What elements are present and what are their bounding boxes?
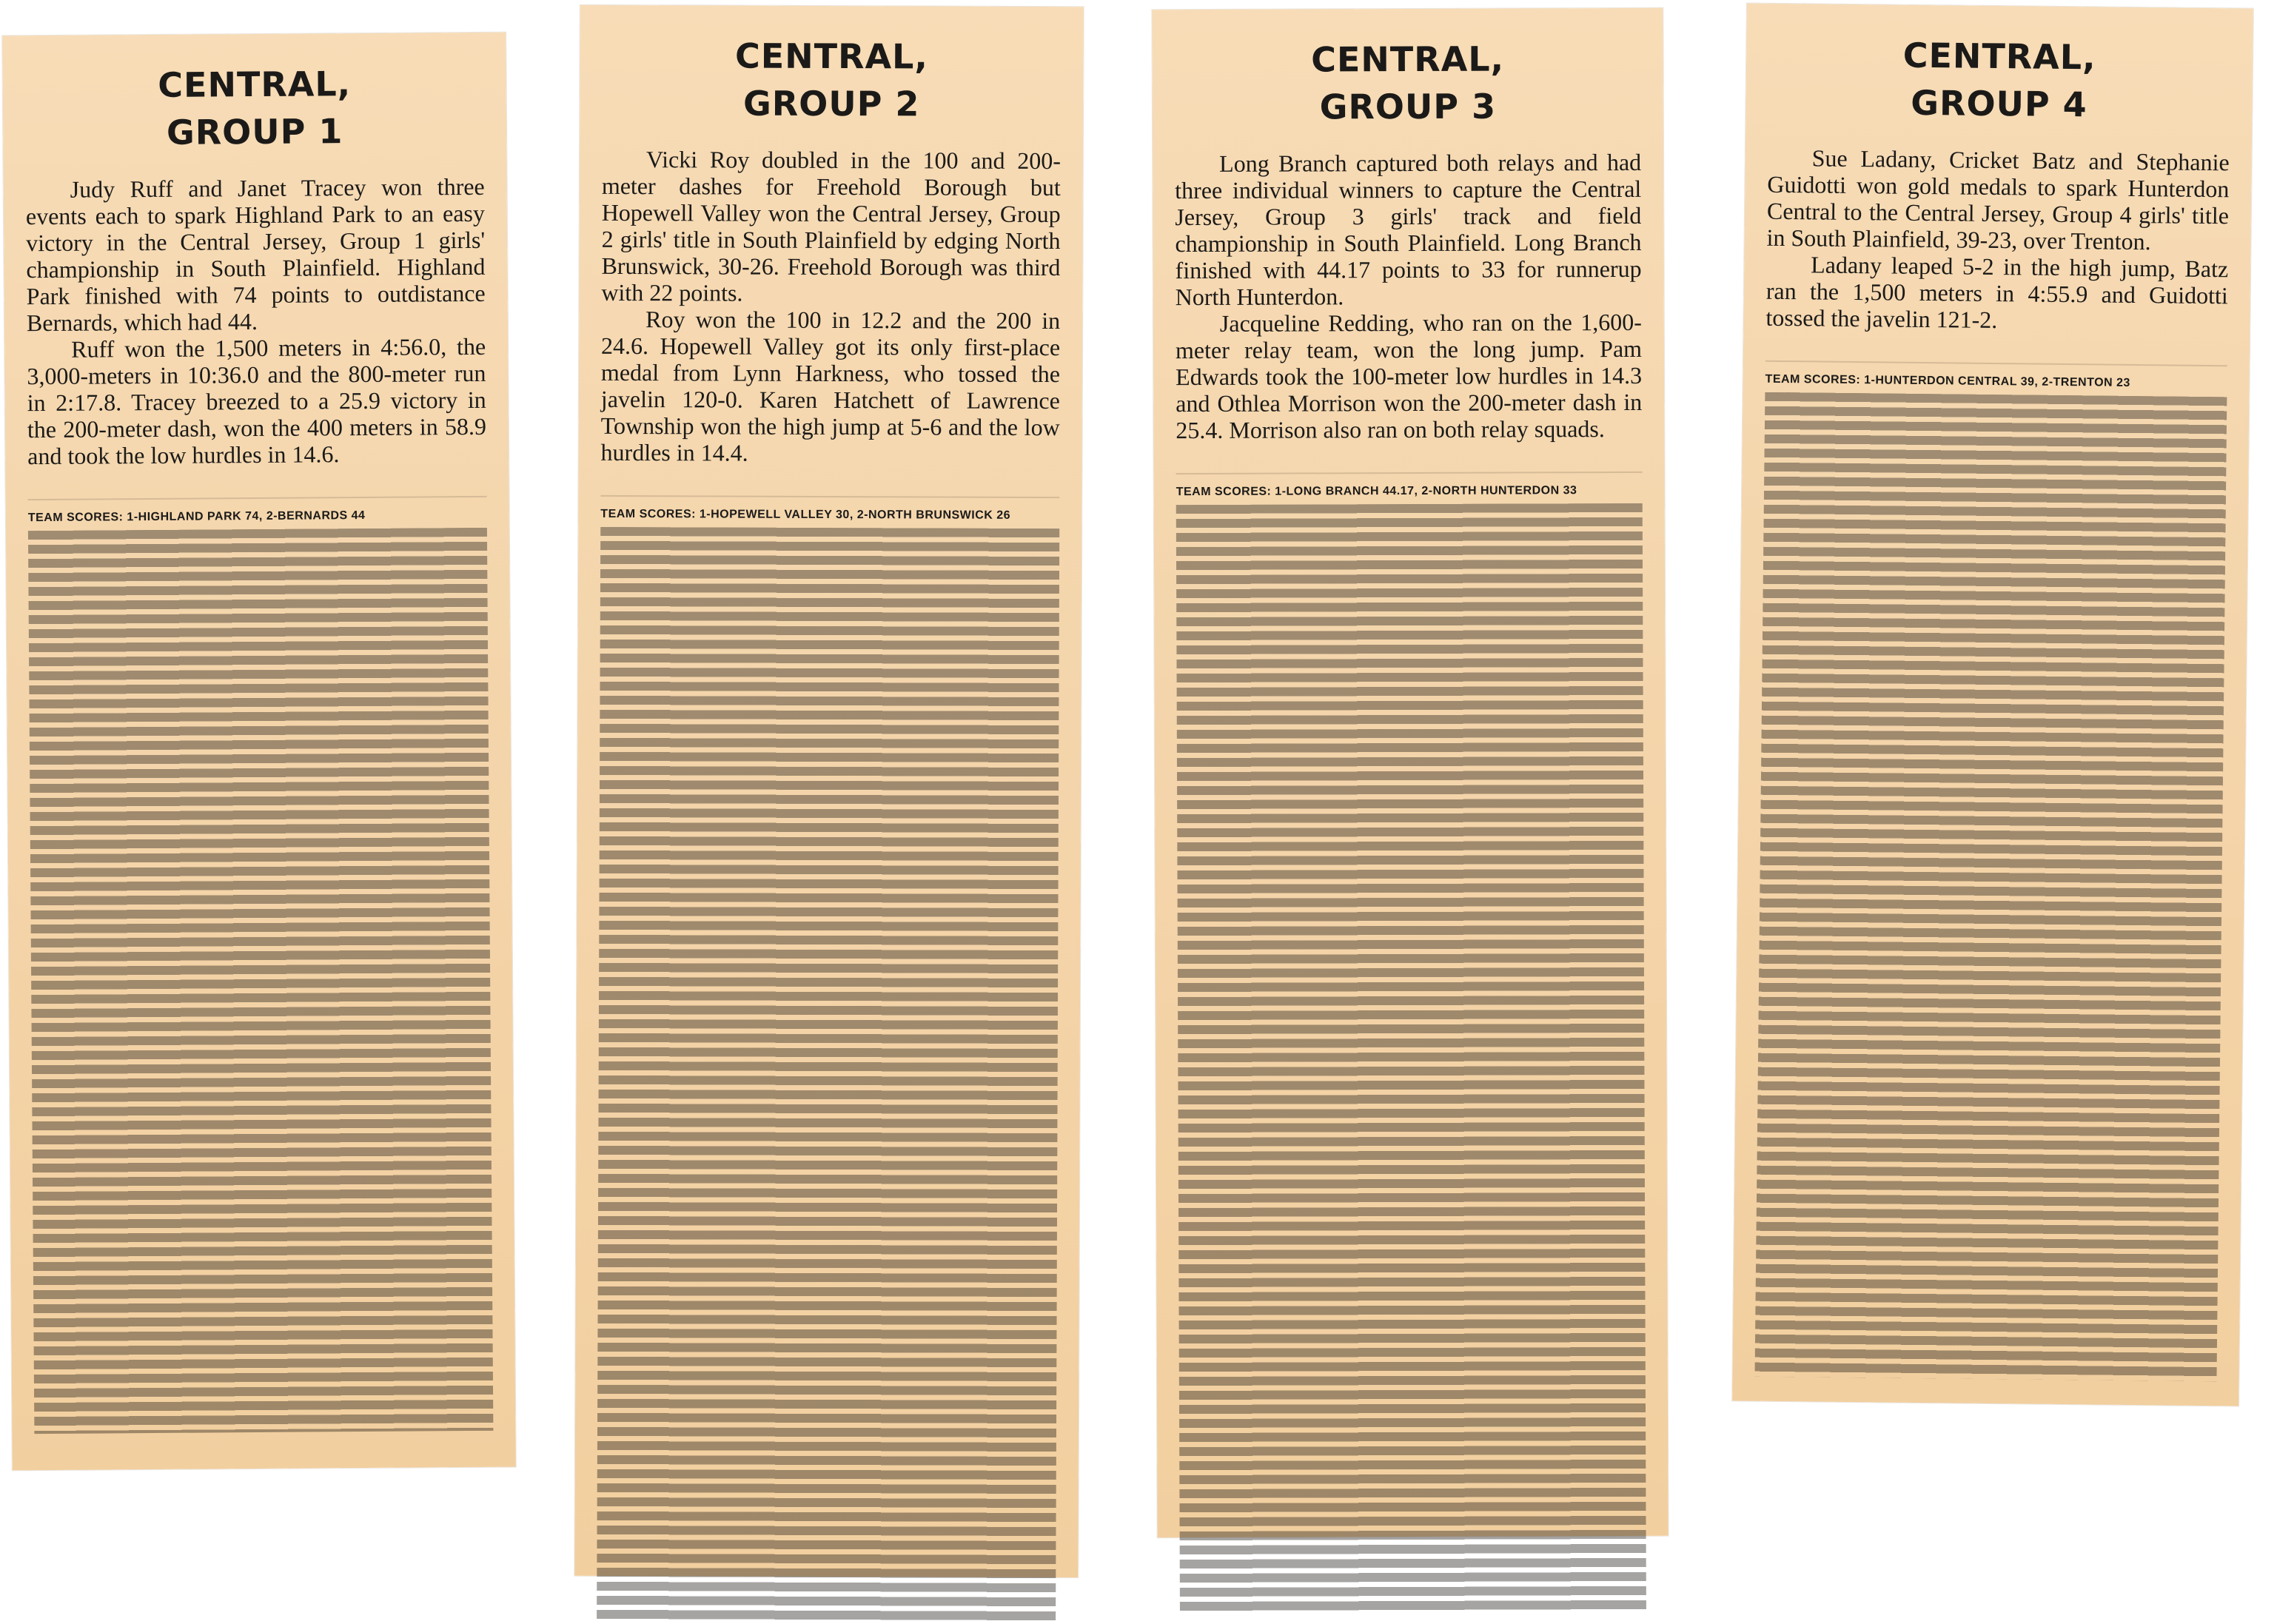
lead-paragraph-1: Sue Ladany, Cricket Batz and Stephanie Guidotti won gold medals to spark Hunterdon Central to the Central Jersey, Group 4 girls' title in South Plainfield, 39-23, over Trenton. — [1766, 144, 2230, 255]
lead-text — [26, 173, 487, 469]
clipping-headline — [1175, 35, 1641, 131]
clipping-headline — [1768, 30, 2230, 130]
clipping-group-4 — [1732, 3, 2253, 1406]
clipping-headline — [24, 59, 484, 157]
headline-line-2: GROUP 3 — [1319, 86, 1497, 127]
team-scores-line: TEAM SCORES: 1-HOPEWELL VALLEY 30, 2-NORTH BRUNSWICK 26 — [600, 507, 1011, 522]
headline-line-1: CENTRAL, — [1311, 38, 1505, 80]
headline-line-2: GROUP 1 — [166, 111, 343, 152]
results-fine-print — [597, 527, 1059, 1624]
team-scores-line: TEAM SCORES: 1-LONG BRANCH 44.17, 2-NORTH HUNTERDON 33 — [1176, 484, 1577, 499]
headline-line-2: GROUP 4 — [1911, 82, 2087, 125]
results-fine-print — [1754, 392, 2227, 1381]
clipping-headline — [602, 32, 1061, 128]
team-scores-line: TEAM SCORES: 1-HIGHLAND PARK 74, 2-BERNARDS 44 — [27, 509, 366, 525]
clipping-group-3 — [1152, 8, 1668, 1537]
team-scores-line: TEAM SCORES: 1-HUNTERDON CENTRAL 39, 2-TRENTON 23 — [1765, 372, 2130, 389]
lead-paragraph-2: Ruff won the 1,500 meters in 4:56.0, the 3,000-meters in 10:36.0 and the 800-meter run in 2:17.8. Tracey breezed to a 25.9 victory in the 200-meter dash, won the 400 meters in 58.9 and took the low hurdles in 14.6. — [27, 332, 487, 470]
results-section — [1176, 472, 1646, 1615]
headline-line-1: CENTRAL, — [734, 36, 928, 77]
headline-line-1: CENTRAL, — [158, 64, 352, 105]
results-section — [1754, 360, 2227, 1381]
lead-paragraph-1: Long Branch captured both relays and had three individual winners to capture the Central Jersey, Group 3 girls' track and field championship in South Plainfield. Long Branch finished with 44.17 points to 33 for runnerup North Hunterdon. — [1175, 148, 1642, 311]
headline-line-2: GROUP 2 — [742, 83, 920, 124]
lead-text — [1175, 149, 1642, 443]
results-fine-print — [28, 528, 494, 1434]
lead-text — [601, 146, 1062, 467]
lead-paragraph-2: Roy won the 100 in 12.2 and the 200 in 24.6. Hopewell Valley got its only first-place medal from Lynn Harkness, who tossed the javelin 120-0. Karen Hatchett of Lawrence Township won the high jump at 5-6 and the low hurdles in 14.4. — [600, 306, 1061, 466]
results-section — [597, 495, 1059, 1624]
clipping-group-1 — [2, 33, 516, 1471]
results-fine-print — [1176, 503, 1646, 1615]
lead-paragraph-2: Jacqueline Redding, who ran on the 1,600-meter relay team, won the long jump. Pam Edwards took the 100-meter low hurdles in 14.3 and Othlea Morrison won the 200-meter dash in 25.4. Morrison also ran on both relay squads. — [1175, 308, 1643, 444]
lead-text — [1765, 144, 2230, 336]
lead-paragraph-2: Ladany leaped 5-2 in the high jump, Batz ran the 1,500 meters in 4:55.9 and Guidotti tossed the javelin 121-2. — [1765, 251, 2229, 334]
lead-paragraph-1: Judy Ruff and Janet Tracey won three events each to spark Highland Park to an easy victory in the Central Jersey, Group 1 girls' championship in South Plainfield. Highland Park finished with 74 points to outdistance Bernards, which had 44. — [25, 172, 486, 337]
clipping-group-2 — [574, 5, 1083, 1577]
headline-line-1: CENTRAL, — [1902, 35, 2096, 78]
lead-paragraph-1: Vicki Roy doubled in the 100 and 200-meter dashes for Freehold Borough but Hopewell Valley won the Central Jersey, Group 2 girls' title in South Plainfield by edging North Brunswick, 30-26. Freehold Borough was third with 22 points. — [601, 146, 1062, 306]
results-section — [28, 496, 494, 1434]
